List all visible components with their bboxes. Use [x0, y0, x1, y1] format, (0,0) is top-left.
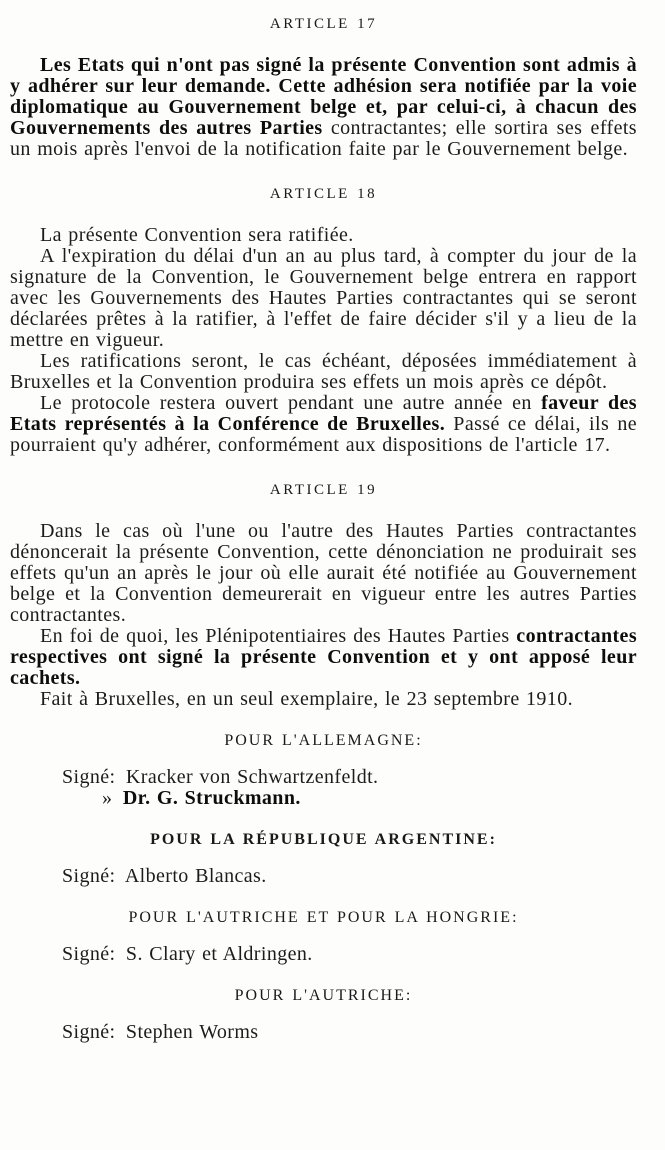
article-18-paragraph-3: Les ratifications seront, le cas échéant, déposées immédiatement à Bruxelles et la Convention produira ses effets un mois après ce dépôt.	[10, 350, 637, 393]
signature-block-austria-hungary	[10, 909, 637, 965]
paragraph-text: Le protocole restera ouvert pendant une autre année en	[40, 392, 532, 414]
signature-prefix: »	[102, 787, 113, 809]
article-18-paragraph-1: La présente Convention sera ratifiée.	[40, 224, 354, 246]
signature-prefix: Signé:	[62, 1021, 116, 1043]
paragraph-text: contractantes; elle sortira ses effets un mois après l'envoi de la notification faite par le Gouvernement belge.	[10, 117, 637, 160]
signature-line	[62, 866, 637, 887]
signature-line	[62, 1022, 637, 1043]
article-18-paragraph-2: A l'expiration du délai d'un an au plus tard, à compter du jour de la signature de la Convention, le Gouvernement belge entrera en rapport avec les Gouvernements des Hautes Parties contractantes qui se seront déclarées prêtes à la ratifier, à l'effet de faire décider s'il y a lieu de la mettre en vigueur.	[10, 245, 637, 351]
signature-block-austria	[10, 987, 637, 1043]
article-19-heading: ARTICLE 19	[269, 482, 378, 498]
paragraph-text-bold: contractantes respectives ont signé la présente Convention et y ont apposé leur cachets.	[10, 625, 638, 689]
signature-block-argentina	[10, 831, 637, 887]
signature-name: Stephen Worms	[125, 1021, 259, 1043]
paragraph-text-bold: faveur des Etats représentés à la Conférence de Bruxelles.	[10, 392, 637, 435]
signature-name: Kracker von Schwartzenfeldt.	[125, 766, 379, 788]
paragraph-text: Passé ce délai, ils ne pourraient qu'y adhérer, conformément aux dispositions de l'article 17.	[10, 413, 637, 456]
signature-block-germany	[10, 732, 637, 809]
paragraph-text: En foi de quoi, les Plénipotentiaires des Hautes Parties	[40, 625, 510, 647]
article-19-paragraph-3: Fait à Bruxelles, en un seul exemplaire, le 23 septembre 1910.	[40, 688, 573, 710]
signature-heading-germany: POUR L'ALLEMAGNE:	[224, 732, 423, 749]
article-19-paragraph-1: Dans le cas où l'une ou l'autre des Hautes Parties contractantes dénoncerait la présente Convention, cette dénonciation ne produirait ses effets qu'un an après le jour où elle aurait été notifiée au Gouvernement belge et la Convention demeurerait en vigueur entre les autres Parties contractantes.	[10, 520, 637, 626]
signature-line	[62, 944, 637, 965]
signature-prefix: Signé:	[62, 943, 116, 965]
signature-line	[62, 767, 637, 788]
article-17	[10, 14, 637, 160]
signature-line	[102, 788, 637, 809]
article-17-heading: ARTICLE 17	[269, 16, 378, 32]
signature-heading-austria: POUR L'AUTRICHE:	[234, 987, 413, 1004]
signature-name: S. Clary et Aldringen.	[125, 943, 313, 965]
article-18	[10, 184, 637, 456]
article-17-paragraph-1	[10, 55, 637, 160]
signature-name: Dr. G. Struckmann.	[122, 787, 301, 809]
article-19	[10, 480, 637, 710]
article-18-paragraph-4	[10, 393, 637, 456]
signature-prefix: Signé:	[62, 865, 116, 887]
article-19-paragraph-2	[10, 626, 637, 689]
signature-heading-argentina: POUR LA RÉPUBLIQUE ARGENTINE:	[150, 831, 497, 848]
signature-name: Alberto Blancas.	[124, 865, 267, 887]
paragraph-text-bold: Les Etats qui n'ont pas signé la présente Convention sont admis à y adhérer sur leur demande. Cette adhésion sera notifiée par la voie diplomatique au Gouvernement belge et, par celui-ci, à chacun des Gouvernements des autres Parties	[10, 54, 637, 139]
article-18-heading: ARTICLE 18	[269, 186, 378, 202]
signature-prefix: Signé:	[62, 766, 116, 788]
signature-heading-austria-hungary: POUR L'AUTRICHE ET POUR LA HONGRIE:	[128, 909, 519, 926]
